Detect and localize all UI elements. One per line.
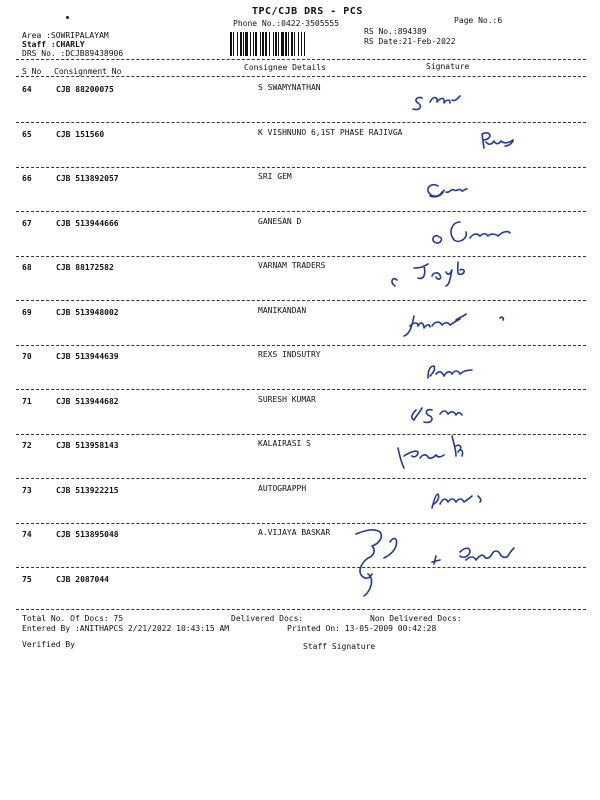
signature-70 <box>428 366 472 378</box>
row-sno: 69 <box>22 308 32 317</box>
signature-73 <box>432 494 481 508</box>
row-consignee: K VISHNUNO 6,1ST PHASE RAJIVGA <box>258 128 403 137</box>
row-divider <box>16 122 586 123</box>
row-divider <box>16 211 586 212</box>
row-sno: 71 <box>22 397 32 406</box>
phone-number: Phone No.:0422-3505555 <box>233 19 339 28</box>
signature-69 <box>404 314 503 336</box>
non-delivered-docs: Non Delivered Docs: <box>370 614 462 623</box>
row-divider <box>16 523 586 524</box>
row-consignee: GANESAN D <box>258 217 302 226</box>
signature-67 <box>433 222 510 243</box>
row-sno: 66 <box>22 174 32 183</box>
col-consignment: Consignment No <box>54 67 122 76</box>
row-consignee: A.VIJAYA BASKAR <box>258 528 331 537</box>
rs-number: RS No.:894389 <box>364 27 427 36</box>
row-divider <box>16 300 586 301</box>
row-consignee: S SWAMYNATHAN <box>258 83 321 92</box>
row-sno: 74 <box>22 530 32 539</box>
signature-74 <box>356 530 514 596</box>
row-consignment-no: CJB 513895048 <box>56 530 119 539</box>
signature-68 <box>392 262 464 286</box>
col-consignee: Consignee Details <box>244 63 326 72</box>
page-number: Page No.:6 <box>454 16 503 25</box>
row-consignment-no: CJB 513958143 <box>56 441 119 450</box>
row-consignment-no: CJB 513944682 <box>56 397 119 406</box>
row-consignment-no: CJB 2087044 <box>56 575 109 584</box>
row-consignee: SRI GEM <box>258 172 292 181</box>
signature-71 <box>412 408 462 422</box>
row-consignee: AUTOGRAPPH <box>258 484 307 493</box>
row-consignee: MANIKANDAN <box>258 306 307 315</box>
row-consignment-no: CJB 513944639 <box>56 352 119 361</box>
drs-number: DRS No. :DCJB89438906 <box>22 49 124 58</box>
row-consignee: KALAIRASI S <box>258 439 311 448</box>
row-consignment-no: CJB 513922215 <box>56 486 119 495</box>
scan-speck <box>66 16 69 19</box>
total-docs: Total No. Of Docs: 75 <box>22 614 124 623</box>
row-consignment-no: CJB 513892057 <box>56 174 119 183</box>
document-title: TPC/CJB DRS - PCS <box>252 6 363 17</box>
verified-by: Verified By <box>22 640 75 649</box>
row-sno: 65 <box>22 130 32 139</box>
row-consignee: SURESH KUMAR <box>258 395 316 404</box>
row-divider <box>16 167 586 168</box>
row-sno: 72 <box>22 441 32 450</box>
col-sno: S No <box>22 67 42 76</box>
footer-rule <box>16 609 586 610</box>
staff-label: Staff :CHARLY <box>22 40 85 49</box>
delivered-docs: Delivered Docs: <box>231 614 304 623</box>
row-sno: 73 <box>22 486 32 495</box>
row-sno: 67 <box>22 219 32 228</box>
signature-64 <box>413 96 460 109</box>
entered-by: Entered By :ANITHAPCS 2/21/2022 10:43:15 AM <box>22 624 230 633</box>
printed-on: Printed On: 13-05-2009 00:42:28 <box>287 624 437 633</box>
row-consignment-no: CJB 513944666 <box>56 219 119 228</box>
row-sno: 68 <box>22 263 32 272</box>
col-signature: Signature <box>426 62 470 71</box>
row-divider <box>16 345 586 346</box>
rs-date: RS Date:21-Feb-2022 <box>364 37 456 46</box>
row-divider <box>16 478 586 479</box>
row-consignment-no: CJB 88200075 <box>56 85 114 94</box>
staff-signature: Staff Signature <box>303 642 376 651</box>
row-consignee: REXS INDSUTRY <box>258 350 321 359</box>
row-sno: 70 <box>22 352 32 361</box>
row-divider <box>16 567 586 568</box>
row-sno: 64 <box>22 85 32 94</box>
row-divider <box>16 434 586 435</box>
signature-65 <box>482 133 513 148</box>
row-divider <box>16 389 586 390</box>
row-consignment-no: CJB 151560 <box>56 130 105 139</box>
signature-72 <box>398 436 463 468</box>
row-consignee: VARNAM TRADERS <box>258 261 326 270</box>
row-consignment-no: CJB 88172582 <box>56 263 114 272</box>
barcode-bar <box>305 32 306 56</box>
signature-66 <box>428 185 467 197</box>
row-consignment-no: CJB 513948002 <box>56 308 119 317</box>
barcode <box>230 32 358 56</box>
row-sno: 75 <box>22 575 32 584</box>
header-rule <box>16 59 586 60</box>
area-label: Area :SOWRIPALAYAM <box>22 31 109 40</box>
row-divider <box>16 256 586 257</box>
column-rule <box>16 76 586 77</box>
